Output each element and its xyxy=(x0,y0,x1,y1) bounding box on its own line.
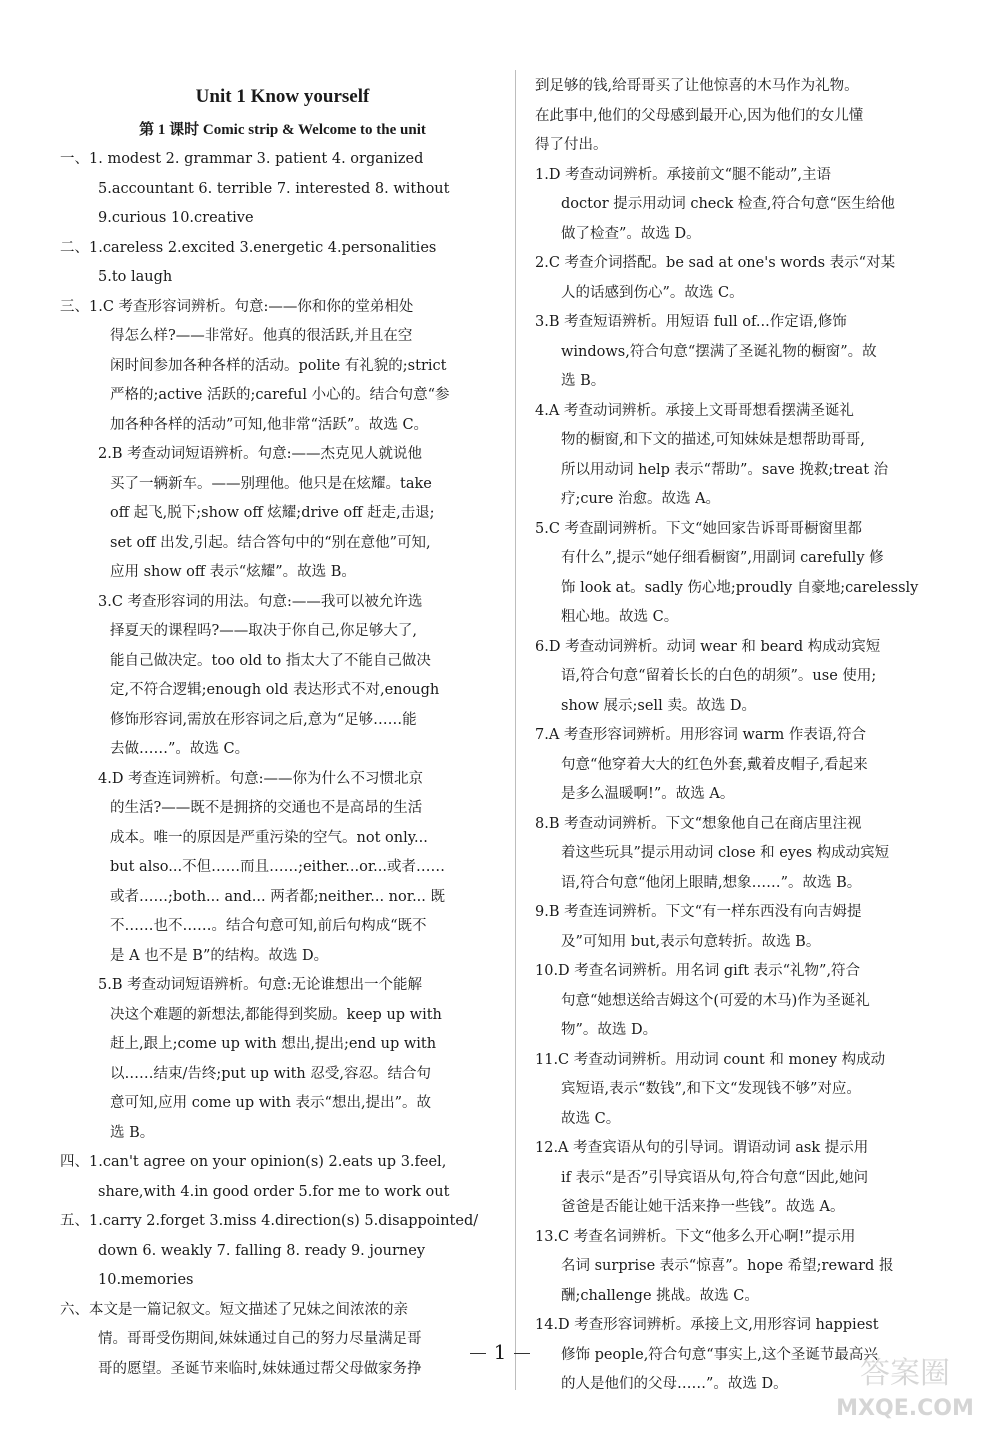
right-answer-line: 疗;cure 治愈。故选 A。 xyxy=(561,491,721,507)
right-answer-line: 做了检查”。故选 D。 xyxy=(561,225,701,242)
right-answer-line: 所以用动词 help 表示“帮助”。save 挽救;treat 治 xyxy=(561,461,889,478)
right-answer-line: 1.D 考查动词辨析。承接前文“腿不能动”,主语 xyxy=(535,166,832,183)
left-answer-line: 四、1.can't agree on your opinion(s) 2.eats up 3.feel, xyxy=(60,1154,447,1170)
right-answer-line: 爸爸是否能让她干活来挣一些钱”。故选 A。 xyxy=(561,1199,845,1215)
left-answer-line: down 6. weakly 7. falling 8. ready 9. journey xyxy=(98,1242,426,1259)
right-answer-line: 是多么温暖啊!”。故选 A。 xyxy=(561,786,735,802)
left-answer-line: 情。哥哥受伤期间,妹妹通过自己的努力尽量满足哥 xyxy=(98,1331,422,1347)
right-answer-line: 物的橱窗,和下文的描述,可知妹妹是想帮助哥哥, xyxy=(561,432,865,448)
left-answer-line: 5.accountant 6. terrible 7. interested 8. without xyxy=(98,180,450,197)
right-answer-line: 物”。故选 D。 xyxy=(561,1022,658,1038)
right-answer-line: 酬;challenge 挑战。故选 C。 xyxy=(561,1287,759,1304)
left-answer-line: 择夏天的课程吗?——取决于你自己,你足够大了, xyxy=(110,623,417,639)
left-answer-line: 意可知,应用 come up with 表示“想出,提出”。故 xyxy=(110,1095,431,1111)
right-answer-line: 8.B 考查动词辨析。下文“想象他自己在商店里注视 xyxy=(535,815,862,832)
right-answer-line: 名词 surprise 表示“惊喜”。hope 希望;reward 报 xyxy=(561,1258,894,1274)
column-divider xyxy=(515,70,516,1390)
right-answer-line: show 展示;sell 卖。故选 D。 xyxy=(561,697,757,714)
right-answer-line: 饰 look at。sadly 伤心地;proudly 自豪地;carelessly xyxy=(561,579,919,596)
left-answer-line: set off 出发,引起。结合答句中的“别在意他”可知, xyxy=(110,534,431,551)
right-answer-line: 选 B。 xyxy=(561,373,606,389)
right-answer-line: 及”可知用 but,表示句意转折。故选 B。 xyxy=(561,933,821,950)
right-answer-line: 人的话感到伤心”。故选 C。 xyxy=(561,284,744,301)
left-answer-line: 应用 show off 表示“炫耀”。故选 B。 xyxy=(110,564,356,580)
right-answer-line: 2.C 考查介词搭配。be sad at one's words 表示“对某 xyxy=(535,255,896,271)
left-answer-line: 五、1.carry 2.forget 3.miss 4.direction(s) 5.disappointed/ xyxy=(60,1213,479,1229)
right-answer-line: 到足够的钱,给哥哥买了让他惊喜的木马作为礼物。 xyxy=(535,78,859,94)
left-answer-line: 严格的;active 活跃的;careful 小心的。结合句意“参 xyxy=(110,387,450,403)
right-column xyxy=(535,72,955,1400)
left-answer-line: 修饰形容词,需放在形容词之后,意为“足够……能 xyxy=(110,711,417,728)
left-answer-line: 一、1. modest 2. grammar 3. patient 4. organized xyxy=(60,151,424,167)
left-answer-line: 是 A 也不是 B”的结构。故选 D。 xyxy=(110,947,329,964)
watermark-text-en: MXQE.COM xyxy=(836,1396,974,1421)
left-answer-line: 能自己做决定。too old to 指太大了不能自己做决 xyxy=(110,652,431,669)
left-answer-line: 去做……”。故选 C。 xyxy=(110,741,250,757)
left-answer-line: 成本。唯一的原因是严重污染的空气。not only... xyxy=(110,829,428,846)
lesson-title: 第 1 课时 Comic strip & Welcome to the unit xyxy=(139,122,426,138)
left-column xyxy=(60,80,505,1384)
left-answer-line: 5.B 考查动词短语辨析。句意:无论谁想出一个能解 xyxy=(98,977,422,993)
left-answer-line: 9.curious 10.creative xyxy=(98,210,254,226)
right-answer-line: 13.C 考查名词辨析。下文“他多么开心啊!”提示用 xyxy=(535,1228,856,1245)
right-answer-line: 4.A 考查动词辨析。承接上文哥哥想看摆满圣诞礼 xyxy=(535,402,854,419)
left-answer-line: 10.memories xyxy=(98,1272,194,1288)
right-answer-line: 修饰 people,符合句意“事实上,这个圣诞节最高兴 xyxy=(561,1346,878,1363)
left-answer-line: 5.to laugh xyxy=(98,269,173,285)
left-answer-line: 六、本文是一篇记叙文。短文描述了兄妹之间浓浓的亲 xyxy=(60,1301,408,1318)
right-answer-line: 故选 C。 xyxy=(561,1110,621,1127)
right-answer-line: 6.D 考查动词辨析。动词 wear 和 beard 构成动宾短 xyxy=(535,638,881,655)
right-answer-line: 的人是他们的父母……”。故选 D。 xyxy=(561,1376,788,1392)
unit-title: Unit 1 Know yourself xyxy=(195,86,370,107)
page-number: 1 xyxy=(493,1340,507,1364)
right-answer-line: 着这些玩具”提示用动词 close 和 eyes 构成动宾短 xyxy=(561,845,890,861)
right-answer-line: if 表示“是否”引导宾语从句,符合句意“因此,她问 xyxy=(561,1169,869,1186)
right-answer-line: 粗心地。故选 C。 xyxy=(561,609,679,625)
right-answer-line: 5.C 考查副词辨析。下文“她回家告诉哥哥橱窗里都 xyxy=(535,520,862,537)
left-answer-line: share,with 4.in good order 5.for me to work out xyxy=(98,1183,450,1200)
left-answer-line: 二、1.careless 2.excited 3.energetic 4.personalities xyxy=(60,239,437,256)
watermark-text-cn: 答案圈 xyxy=(860,1356,950,1391)
left-answer-line: 2.B 考查动词短语辨析。句意:——杰克见人就说他 xyxy=(98,446,422,462)
right-answer-line: 句意“她想送给吉姆这个(可爱的木马)作为圣诞礼 xyxy=(561,992,870,1009)
footer-dash-left xyxy=(470,1353,486,1354)
left-answer-line: 得怎么样?——非常好。他真的很活跃,并且在空 xyxy=(110,328,413,344)
right-answer-line: 7.A 考查形容词辨析。用形容词 warm 作表语,符合 xyxy=(535,727,866,743)
right-answer-line: 3.B 考查短语辨析。用短语 full of...作定语,修饰 xyxy=(535,314,847,330)
left-answer-line: 选 B。 xyxy=(110,1124,155,1141)
right-answer-line: 语,符合句意“留着长长的白色的胡须”。use 使用; xyxy=(561,668,877,684)
right-answer-line: 11.C 考查动词辨析。用动词 count 和 money 构成动 xyxy=(535,1051,886,1068)
footer-dash-right xyxy=(514,1353,530,1354)
left-answer-line: 3.C 考查形容词的用法。句意:——我可以被允许选 xyxy=(98,593,423,610)
left-answer-line: 或者……;both... and... 两者都;neither... nor... 既 xyxy=(110,888,446,905)
left-answer-line: 加各种各样的活动”可知,他非常“活跃”。故选 C。 xyxy=(110,416,429,433)
left-answer-line: 的生活?——既不是拥挤的交通也不是高昂的生活 xyxy=(110,800,423,816)
right-answer-line: doctor 提示用动词 check 检查,符合句意“医生给他 xyxy=(561,196,895,212)
right-answer-line: 9.B 考查连词辨析。下文“有一样东西没有向吉姆提 xyxy=(535,904,862,920)
right-answer-line: 有什么”,提示“她仔细看橱窗”,用副词 carefully 修 xyxy=(561,550,884,566)
left-answer-line: 买了一辆新车。——别理他。他只是在炫耀。take xyxy=(110,475,432,492)
left-answer-line: but also...不但……而且……;either...or...或者…… xyxy=(110,859,445,875)
left-answer-line: 不……也不……。结合句意可知,前后句构成“既不 xyxy=(110,918,427,934)
left-answer-line: 哥的愿望。圣诞节来临时,妹妹通过帮父母做家务挣 xyxy=(98,1360,422,1377)
right-answer-line: 14.D 考查形容词辨析。承接上文,用形容词 happiest xyxy=(535,1317,879,1333)
left-answer-line: 闲时间参加各种各样的活动。polite 有礼貌的;strict xyxy=(110,357,447,374)
right-answer-lines xyxy=(535,72,955,1400)
right-answer-line: 12.A 考查宾语从句的引导词。谓语动词 ask 提示用 xyxy=(535,1140,869,1156)
right-answer-line: 语,符合句意“他闭上眼睛,想象……”。故选 B。 xyxy=(561,874,862,891)
right-answer-line: 句意“他穿着大大的红色外套,戴着皮帽子,看起来 xyxy=(561,756,868,773)
watermark-logo xyxy=(830,1345,980,1425)
right-answer-line: 得了付出。 xyxy=(535,137,608,153)
right-answer-line: 10.D 考查名词辨析。用名词 gift 表示“礼物”,符合 xyxy=(535,963,861,979)
left-answer-line: 定,不符合逻辑;enough old 表达形式不对,enough xyxy=(110,682,440,698)
left-answer-line: 4.D 考查连词辨析。句意:——你为什么不习惯北京 xyxy=(98,770,423,787)
right-answer-line: 宾短语,表示“数钱”,和下文“发现钱不够”对应。 xyxy=(561,1081,861,1097)
right-answer-line: 在此事中,他们的父母感到最开心,因为他们的女儿懂 xyxy=(535,107,864,124)
left-answer-line: 三、1.C 考查形容词辨析。句意:——你和你的堂弟相处 xyxy=(60,298,414,315)
left-answer-line: 以……结束/告终;put up with 忍受,容忍。结合句 xyxy=(110,1065,431,1082)
left-answer-line: 决这个难题的新想法,都能得到奖励。keep up with xyxy=(110,1006,442,1023)
right-answer-line: windows,符合句意“摆满了圣诞礼物的橱窗”。故 xyxy=(561,343,877,360)
left-answer-lines xyxy=(60,145,505,1384)
left-answer-line: 赶上,跟上;come up with 想出,提出;end up with xyxy=(110,1036,437,1052)
left-answer-line: off 起飞,脱下;show off 炫耀;drive off 赶走,击退; xyxy=(110,505,435,521)
